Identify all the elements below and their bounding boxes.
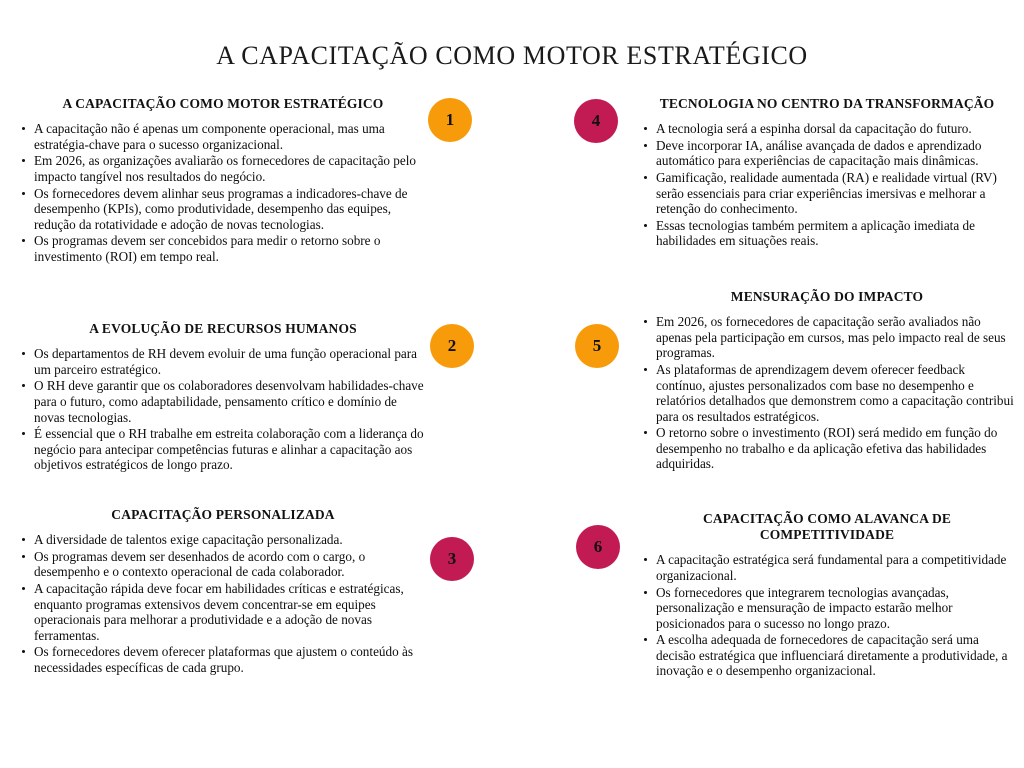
- section-heading: CAPACITAÇÃO COMO ALAVANCA DE COMPETITIVIDADE: [702, 511, 952, 543]
- bullet-item: Os departamentos de RH devem evoluir de uma função operacional para um parceiro estratégico.: [18, 346, 428, 377]
- bullet-item: Os fornecedores devem oferecer plataformas que ajustem o conteúdo às necessidades específicas de cada grupo.: [18, 644, 428, 675]
- bullet-list: [18, 121, 428, 264]
- bullet-item: Gamificação, realidade aumentada (RA) e realidade virtual (RV) serão essenciais para criar experiências imersivas e melhorar a retenção do conhecimento.: [640, 170, 1014, 217]
- bullet-item: O RH deve garantir que os colaboradores desenvolvam habilidades-chave para o futuro, como adaptabilidade, pensamento crítico e domínio de novas tecnologias.: [18, 378, 428, 425]
- badge-number: 3: [447, 549, 457, 568]
- bullet-item: A capacitação rápida deve focar em habilidades críticas e estratégicas, enquanto programas extensivos devem concentrar-se em equipes operacionais para melhorar a produtividade e a adoção de novas ferramentas.: [18, 581, 428, 643]
- bullet-item: Os fornecedores que integrarem tecnologias avançadas, personalização e mensuração de impacto estarão melhor posicionados para o sucesso no longo prazo.: [640, 585, 1014, 632]
- section-heading: A EVOLUÇÃO DE RECURSOS HUMANOS: [89, 321, 357, 336]
- content-section: [18, 507, 428, 676]
- number-badge-1: [428, 98, 472, 142]
- number-badge-5: [575, 324, 619, 368]
- section-heading: MENSURAÇÃO DO IMPACTO: [730, 289, 924, 304]
- bullet-item: Essas tecnologias também permitem a aplicação imediata de habilidades em situações reais.: [640, 218, 1014, 249]
- bullet-item: A capacitação não é apenas um componente operacional, mas uma estratégia-chave para o sucesso organizacional.: [18, 121, 428, 152]
- bullet-item: Os programas devem ser desenhados de acordo com o cargo, o desempenho e o contexto operacional de cada colaborador.: [18, 549, 428, 580]
- bullet-list: [18, 346, 428, 473]
- number-badge-2: [430, 324, 474, 368]
- bullet-item: A capacitação estratégica será fundamental para a competitividade organizacional.: [640, 552, 1014, 583]
- section-heading: TECNOLOGIA NO CENTRO DA TRANSFORMAÇÃO: [659, 96, 995, 111]
- bullet-item: Deve incorporar IA, análise avançada de dados e aprendizado automático para experiências de capacitação mais dinâmicas.: [640, 138, 1014, 169]
- page-title: A CAPACITAÇÃO COMO MOTOR ESTRATÉGICO: [216, 41, 808, 71]
- bullet-item: A escolha adequada de fornecedores de capacitação será uma decisão estratégica que influenciará diretamente a produtividade, a inovação e o desempenho organizacional.: [640, 632, 1014, 679]
- number-badge-6: [576, 525, 620, 569]
- badge-number: 2: [447, 336, 457, 355]
- number-badge-3: [430, 537, 474, 581]
- bullet-item: O retorno sobre o investimento (ROI) será medido em função do desempenho no trabalho e da aplicação efetiva das habilidades adquiridas.: [640, 425, 1014, 472]
- content-section: [640, 289, 1014, 473]
- content-section: [18, 321, 428, 474]
- bullet-list: [640, 314, 1014, 472]
- bullet-list: [18, 532, 428, 675]
- bullet-item: As plataformas de aprendizagem devem oferecer feedback contínuo, ajustes personalizados com base no desempenho e relatórios detalhados que demonstrem como a capacitação contribui para os resultados estratégicos.: [640, 362, 1014, 424]
- bullet-list: [640, 121, 1014, 249]
- bullet-item: A diversidade de talentos exige capacitação personalizada.: [18, 532, 428, 548]
- badge-number: 5: [592, 336, 602, 355]
- content-section: [640, 96, 1014, 250]
- content-section: [640, 511, 1014, 680]
- bullet-item: Em 2026, as organizações avaliarão os fornecedores de capacitação pelo impacto tangível nos resultados do negócio.: [18, 153, 428, 184]
- bullet-item: É essencial que o RH trabalhe em estreita colaboração com a liderança do negócio para antecipar competências futuras e alinhar a capacitação aos objetivos estratégicos de longo prazo.: [18, 426, 428, 473]
- badge-number: 1: [445, 110, 455, 129]
- bullet-item: Em 2026, os fornecedores de capacitação serão avaliados não apenas pela participação em cursos, mas pelo impacto real de seus programas.: [640, 314, 1014, 361]
- bullet-item: A tecnologia será a espinha dorsal da capacitação do futuro.: [640, 121, 1014, 137]
- section-heading: CAPACITAÇÃO PERSONALIZADA: [111, 507, 335, 522]
- badge-number: 4: [591, 111, 601, 130]
- badge-number: 6: [593, 537, 603, 556]
- section-heading: A CAPACITAÇÃO COMO MOTOR ESTRATÉGICO: [62, 96, 384, 111]
- content-section: [18, 96, 428, 265]
- number-badge-4: [574, 99, 618, 143]
- bullet-item: Os programas devem ser concebidos para medir o retorno sobre o investimento (ROI) em tempo real.: [18, 233, 428, 264]
- bullet-item: Os fornecedores devem alinhar seus programas a indicadores-chave de desempenho (KPIs), como produtividade, desempenho das equipes, redução da rotatividade e adoção de novas tecnologias.: [18, 186, 428, 233]
- bullet-list: [640, 552, 1014, 679]
